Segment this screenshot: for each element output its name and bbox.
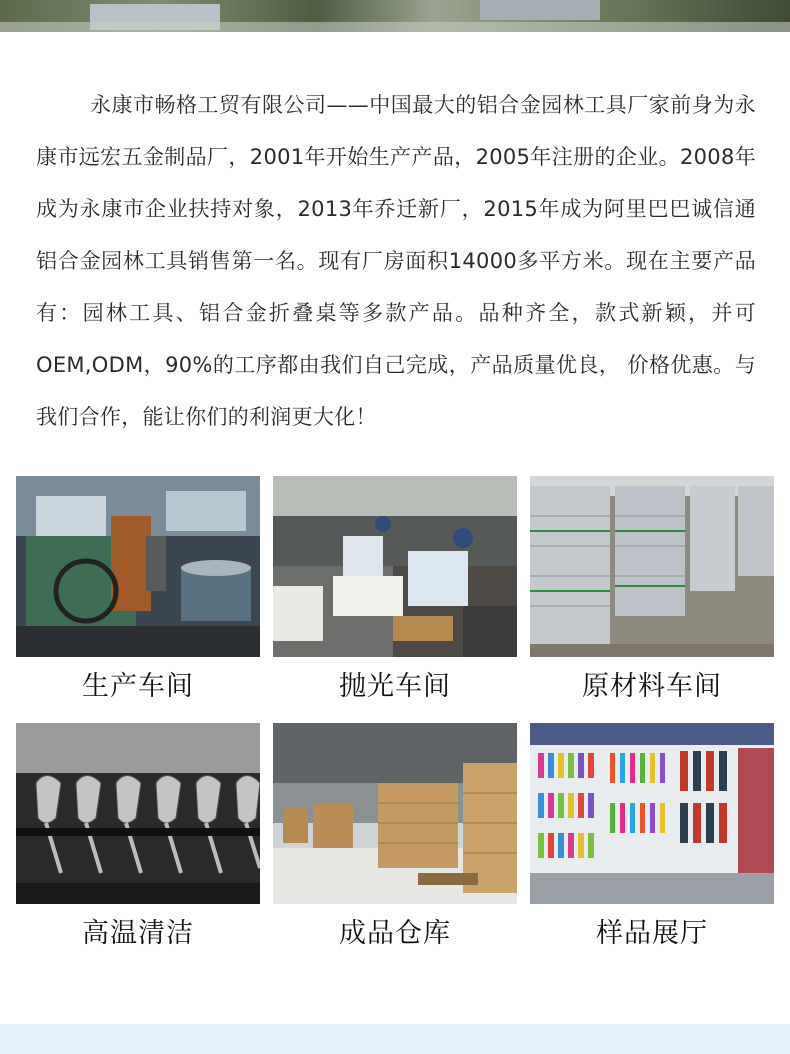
high-temp-cleaning-photo bbox=[16, 723, 260, 904]
photo-caption: 成品仓库 bbox=[339, 918, 451, 949]
photo-caption: 高温清洁 bbox=[82, 918, 194, 949]
photo-caption: 样品展厅 bbox=[596, 918, 708, 949]
raw-material-workshop-photo bbox=[530, 476, 774, 657]
header-banner-photo bbox=[0, 0, 790, 32]
footer-band bbox=[0, 1024, 790, 1054]
photo-caption: 抛光车间 bbox=[339, 671, 451, 702]
photo-caption: 生产车间 bbox=[82, 671, 194, 702]
finished-goods-warehouse-photo bbox=[273, 723, 517, 904]
photo-caption: 原材料车间 bbox=[582, 671, 722, 702]
sample-showroom-photo bbox=[530, 723, 774, 904]
production-workshop-photo bbox=[16, 476, 260, 657]
polishing-workshop-photo bbox=[273, 476, 517, 657]
company-intro-text: 永康市畅格工贸有限公司——中国最大的铝合金园林工具厂家前身为永康市远宏五金制品厂，2001年开始生产产品，2005年注册的企业。2008年成为永康市企业扶持对象，2013年乔迁新厂，2015年成为阿里巴巴诚信通铝合金园林工具销售第一名。现有厂房面积14000多平方米。现在主要产品有：园林工具、铝合金折叠桌等多款产品。品种齐全，款式新颖，并可OEM,ODM，90%的工序都由我们自己完成，产品质量优良， 价格优惠。与我们合作，能让你们的利润更大化！ bbox=[36, 93, 756, 429]
